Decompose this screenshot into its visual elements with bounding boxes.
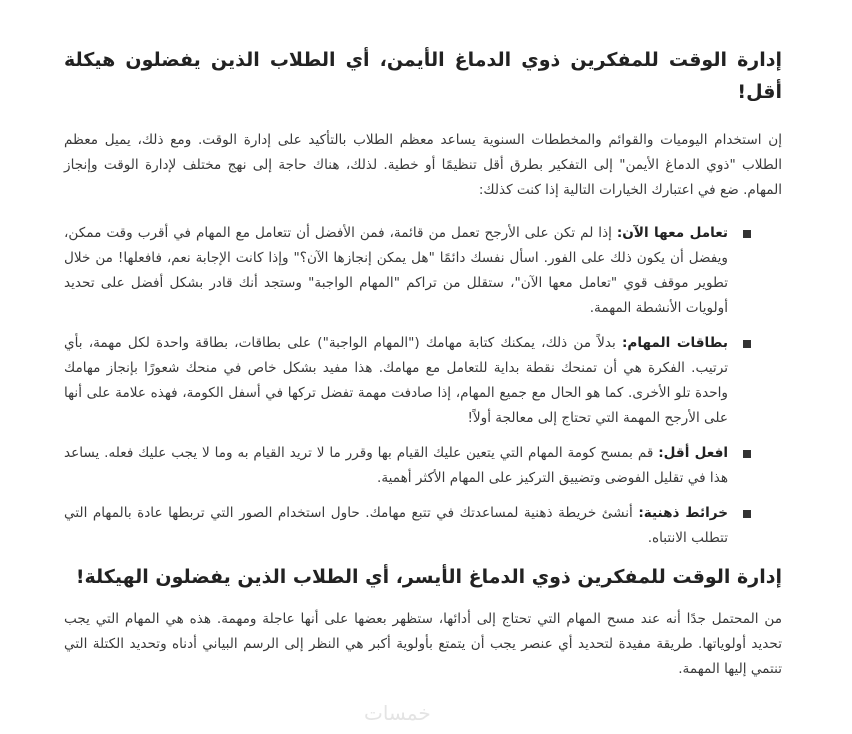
article: [64, 0, 782, 726]
section2-paragraph: من المحتمل جدًا أنه عند مسح المهام التي تحتاج إلى أدائها، ستظهر بعضها على أنها عاجلة ومهمة. هذه هي المهام التي يجب تحديد أولوياتها. طريقة مفيدة لتحديد أي عنصر يجب أن يتمتع بأولوية أكبر هي النظر إلى الرسم البياني أدناه وتحديد الكتلة التي تنتمي إليها المهمة.: [64, 611, 782, 677]
list-item: [64, 501, 782, 551]
item-title: خرائط ذهنية:: [638, 505, 728, 521]
tips-list: [64, 221, 782, 551]
item-text: بدلاً من ذلك، يمكنك كتابة مهامك ("المهام الواجبة") على بطاقات، بطاقة واحدة لكل مهمة، بأي ترتيب. الفكرة هي أن تمنحك نقطة بداية للتعامل مع مهامك. هذا مفيد بشكل خاص في منحك شعورًا بإنجاز مهامك واحدة تلو الأخرى. كما هو الحال مع جميع المهام، إذا صادفت مهمة تفضل تركها في أسفل الكومة، فهذه علامة على أنها على الأرجح المهمة التي تحتاج إلى معالجة أولاً!: [64, 335, 728, 426]
item-title: بطاقات المهام:: [621, 335, 728, 351]
bullet-square-icon: [743, 450, 751, 458]
list-item: [64, 221, 782, 321]
section-heading-right-brain: إدارة الوقت للمفكرين ذوي الدماغ الأيمن، أي الطلاب الذين يفضلون هيكلة أقل!: [64, 49, 782, 103]
item-text: قم بمسح كومة المهام التي يتعين عليك القيام بها وقرر ما لا تريد القيام به وما لا يجب عليك فعله. يساعد هذا في تقليل الفوضى وتضييق التركيز على المهام الأكثر أهمية.: [64, 445, 728, 486]
watermark-logo: خمسات: [364, 701, 431, 725]
bullet-square-icon: [743, 230, 751, 238]
bullet-square-icon: [743, 510, 751, 518]
intro-paragraph: إن استخدام اليوميات والقوائم والمخططات السنوية يساعد معظم الطلاب بالتأكيد على إدارة الوقت. ومع ذلك، يميل معظم الطلاب "ذوي الدماغ الأيمن" إلى التفكير بطرق أقل تنظيمًا أو خطية. لذلك، هناك حاجة إلى نهج مختلف لإدارة الوقت وإنجاز المهام. ضع في اعتبارك الخيارات التالية إذا كنت كذلك:: [64, 132, 782, 198]
section-heading-left-brain: إدارة الوقت للمفكرين ذوي الدماغ الأيسر، أي الطلاب الذين يفضلون الهيكلة!: [75, 566, 782, 588]
list-item: [64, 441, 782, 491]
item-text: إذا لم تكن على الأرجح تعمل من قائمة، فمن الأفضل أن تتعامل مع المهام في أقرب وقت ممكن، ويفضل أن يكون ذلك على الفور. اسأل نفسك دائمًا "هل يمكن إنجازها الآن؟" وإذا كانت الإجابة نعم، فافعلها! من خلال تطوير موقف قوي "تعامل معها الآن"، ستقلل من تراكم "المهام الواجبة" وستجد أنك قادر بشكل أفضل على تحديد أولويات الأنشطة المهمة.: [64, 225, 728, 316]
item-text: أنشئ خريطة ذهنية لمساعدتك في تتبع مهامك. حاول استخدام الصور التي تربطها عادة بالمهام التي تتطلب الانتباه.: [64, 505, 728, 546]
list-item: [64, 331, 782, 431]
item-title: افعل أقل:: [658, 445, 729, 461]
bullet-square-icon: [743, 340, 751, 348]
item-title: تعامل معها الآن:: [616, 225, 728, 241]
